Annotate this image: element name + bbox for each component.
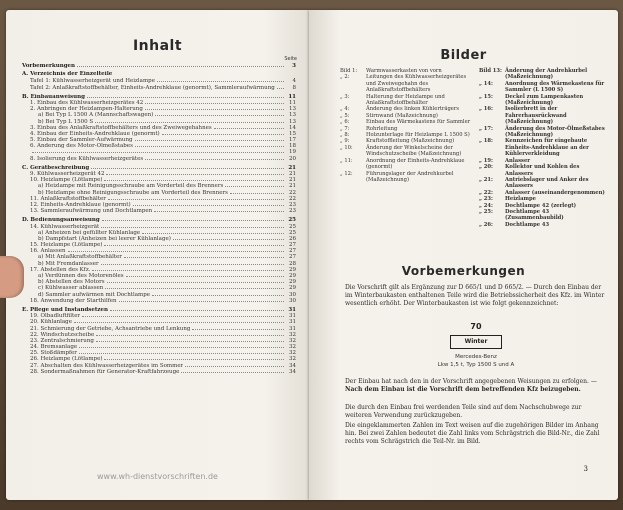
toc-entry-label: A. Verzeichnis der Einzelteile [22,71,113,78]
toc-page-column-label: Seite [284,56,297,62]
toc-leader-dots [145,99,284,104]
toc-leader-dots [77,62,284,67]
figure-number: „ 16: [479,106,493,113]
toc-entry-label: 18. Anwendung der Starthilfen [30,297,117,304]
toc-entry-label: 14. Kühlwasserheizgerät [30,223,100,230]
figure-caption: Rohrleitung [366,125,398,132]
figure-caption: Anordnung des Wärmekastens für Sammler (L 1500 S) [505,80,605,94]
toc-leader-dots [192,325,284,330]
figure-caption: Einbau des Wärmekastens für Sammler [366,119,471,126]
toc-entry-label: a) Heizlampe mit Reinigungsschraube am Vorderteil des Brenners [38,183,224,190]
toc-entry-label: 9. Kühlwasserheizgerät 42 [30,171,105,177]
toc-leader-dots [155,111,284,116]
toc-entry-page: 27 [289,242,296,249]
figure-caption: Isolierbrett in der Fahrerhausrückwand (Maßzeichnung) [505,106,567,126]
figure-number: „ 19: [479,157,493,164]
figure-number: „ 6: [340,119,350,126]
figure-caption: Änderung des linken Kühlerträgers [366,106,460,113]
toc-leader-dots [91,164,284,169]
toc-leader-dots [181,368,284,373]
toc-leader-dots [101,223,284,228]
toc-entry-page: 20 [289,155,296,162]
toc-entry-label: 4. Einbau der Einheits-Andrehklaue (genormt) [30,130,160,137]
toc-entry-label: a) Verdünnen des Motorenöles [38,273,124,279]
toc-entry-label: 21. Schmierung der Getriebe, Achsantriebe und Lenkung [30,325,191,332]
toc-leader-dots [162,130,284,135]
winter-box: Winter [450,335,502,349]
figure-list-left [340,68,474,183]
figure-number: „ 2: [340,74,350,81]
figure-caption: Änderung des Motor-Ölmeßstabes (Maßzeichnung) [505,125,605,139]
toc-leader-dots [157,77,284,82]
toc-entry-page: 25 [288,217,296,224]
toc-entry-page: 32 [289,350,296,357]
toc-entry-page: 29 [289,285,296,292]
toc-entry-label: 6. Änderung des Motor-Ölmeßstabes [30,143,133,150]
figure-caption: Leitungen des Kühlwasserheizgerätes und Zweiwegehahn des Anlaßkraftstoffbehälters [366,74,467,94]
vorbemerkungen-title: Vorbemerkungen [401,264,526,278]
toc-entry-label: 8. Isolierung des Kühlwasserheizgerätes [30,155,144,162]
figure-entry [479,68,607,81]
figure-number: „ 23: [479,196,493,203]
figure-caption: Halterung der Heizlampe und Anlaßkraftstoffbehälter [366,93,445,107]
figure-entry [340,145,474,158]
toc-entry-page: 13 [289,118,296,125]
figure-entry [479,209,607,222]
toc-entry-label: b) Abstellen des Motors [38,279,105,286]
toc-entry-page: 32 [289,337,296,344]
toc-entry-page: 25 [289,223,296,230]
installation-bold-text: Nach dem Einbau ist die Vorschrift dem betreffenden Kfz beizugeben. [345,386,581,393]
installation-paragraph [345,378,607,394]
figure-caption: Anordnung der Einheits-Andrehklaue (genormt) [366,157,465,171]
toc-entry-label: 2. Anbringen der Heizlampen-Halterung [30,106,143,113]
toc-leader-dots [277,84,284,89]
toc-entry-page: 30 [289,291,296,298]
toc-leader-dots [214,124,284,129]
figure-caption: Dochtlampe 42 (zerlegt) [505,202,577,209]
intro-paragraph: Die Vorschrift gilt als Ergänzung zur D 665/1 und D 665/2. — Durch den Einbau der im Winterbaukasten enthaltenen Teile wird die Betriebssicherheit des Kfz. im Winter wesentlich erhöht. Der Winterbaukasten ist wie folgt gekennzeichnet: [345,284,605,307]
toc-entry-label: 15. Heizlampe (Lötlampe) [30,242,103,249]
toc-entry-page: 31 [288,306,296,313]
toc-entry-page: 32 [289,331,296,338]
toc-entry-page: 22 [289,195,296,202]
figure-caption: Kollektor und Kohlen des Anlassers [505,164,580,177]
figure-number: „ 12: [340,170,353,177]
toc-leader-dots [74,318,284,323]
toc-leader-dots [32,148,284,153]
toc-entry-label: 23. Zentralschmierung [30,337,94,344]
toc-entry-label: 5. Einbau der Sammler-Aufwärmung [30,137,133,144]
figure-number: „ 5: [340,112,350,119]
toc-leader-dots [95,118,284,123]
toc-leader-dots [79,343,284,348]
toc-entry-label: Tafel 1: Kühlwasserheizgerät und Heizlampe [30,78,155,85]
toc-entry-label: C. Gerätbeschreibung [22,164,90,171]
toc-leader-dots [106,170,284,175]
toc-entry-label: d) Sammler aufwärmen mit Dochtlampe [38,291,151,298]
page-number: 3 [583,465,588,473]
winter-kit-label [345,322,607,369]
figure-number: „ 14: [479,80,493,87]
toc-entry-label: 3. Einbau des Anlaßkraftstoffbehälters und des Zweiwegehahnes [30,124,212,131]
figure-number: „ 10: [340,144,353,151]
toc-entry-label: 1. Einbau des Kühlwasserheizgerätes 42 [30,99,144,106]
figure-entry [479,222,607,228]
toc-leader-dots [104,355,284,360]
toc-entry-page: 21 [288,164,296,171]
figure-caption: Änderung der Winkelscheine der Windschutzscheibe (Maßzeichnung) [366,144,462,158]
toc-leader-dots [154,207,284,212]
toc-entry-page: 23 [289,201,296,208]
toc-leader-dots [126,272,284,277]
thumb [0,256,24,298]
toc-entry-label: 13. Sammleraufwärmung und Dochtlampen [30,208,153,215]
kit-number: 70 [470,322,482,331]
figure-entry [479,126,607,139]
toc-leader-dots [102,216,284,221]
toc-entry-page: 34 [289,362,296,369]
toc-entry-page: 26 [289,235,296,242]
toc-entry-label: 17. Abstellen des Kfz. [30,266,91,273]
right-page [309,10,618,500]
toc-leader-dots [110,306,284,311]
toc-leader-dots [225,182,284,187]
figure-entry [340,171,474,184]
toc-leader-dots [108,195,284,200]
figure-entry [479,81,607,94]
figure-caption: Deckel zum Lampenkasten (Maßzeichnung) [505,93,584,107]
toc-entry-label: 10. Heizlampe (Lötlampe) [30,177,103,184]
toc-entry-page: 32 [289,344,296,351]
toc-entry-page: 29 [289,273,296,279]
figure-entry [479,177,607,190]
figure-number: „ 4: [340,106,350,113]
toc-entry-page: 17 [289,137,296,144]
toc-entry-page: 30 [289,297,296,304]
toc-entry-page: 22 [289,189,296,196]
toc-leader-dots [96,331,284,336]
toc-entry-label: c) Kühlwasser ablassen [38,285,104,292]
figure-entry [340,74,474,93]
toc-entry-label: 24. Bremsanlage [30,344,78,351]
toc-leader-dots [105,284,284,289]
toc-entry [22,368,296,374]
figure-caption: Dochtlampe 43 [505,221,550,228]
toc-leader-dots [135,136,284,141]
bilder-title: Bilder [440,48,487,63]
toc-entry-page: 31 [289,319,296,326]
toc-entry-page: 31 [289,313,296,320]
figure-entry [479,94,607,107]
toc-leader-dots [185,362,284,367]
figure-number: „ 20: [479,164,493,171]
toc-list [22,62,296,374]
figure-number: „ 11: [340,157,353,164]
figure-caption: Kraftstoffleitung (Maßzeichnung) [366,138,455,145]
figure-number: „ 3: [340,93,350,100]
toc-entry-page: 29 [289,279,296,286]
figure-number: „ 7: [340,125,350,132]
toc-entry-label: 28. Sondermaßnahmen für Generator-Kraftfahrzeuge [30,368,180,375]
figure-number: Bild 1: [340,68,358,74]
figure-entry [479,106,607,125]
figure-caption: Anlasser [505,157,531,164]
figure-number: „ 9: [340,138,350,145]
figure-entry [340,158,474,171]
toc-entry-label: 26. Heizlampe (Lötlampe) [30,356,103,363]
toc-leader-dots [96,337,284,342]
figure-list-right [479,68,607,228]
toc-entry-page: 32 [289,356,296,363]
figure-number: „ 17: [479,125,493,132]
figure-caption: Änderung der Andrehkurbel (Maßzeichnung) [505,68,588,81]
watermark-url: www.wh-dienstvorschriften.de [97,472,218,481]
open-booklet [6,10,618,500]
figure-caption: Dochtlampe 43 (Zusammenbaubild) [505,208,564,222]
toc-entry-page: 27 [289,248,296,255]
toc-entry-page: 19 [289,149,296,156]
figure-number: „ 18: [479,138,493,145]
toc-leader-dots [142,229,284,234]
figure-number: „ 22: [479,189,493,196]
toc-entry-page: 21 [289,171,296,177]
toc-leader-dots [152,291,284,296]
toc-entry-page: 31 [289,325,296,332]
toc-entry-label: b) Dampfstart (Anheizen bei leerer Kühlanlage) [38,235,171,242]
toc-entry-page: 21 [289,177,296,184]
figure-caption: Kennzeichen für eingebaute Einheits-Andrehklaue an der Kühlerverkleidung [505,138,589,158]
kit-vehicle: Lkw 1,5 t, Typ 1500 S und A [437,362,515,368]
toc-entry-page: 23 [289,208,296,215]
toc-entry [22,84,296,90]
toc-entry-label: D. Bedienungsanweisung [22,217,100,224]
toc-title: Inhalt [132,38,183,54]
toc-leader-dots [119,297,284,302]
toc-entry-page: 21 [289,183,296,190]
figure-number: „ 15: [479,93,493,100]
kit-maker: Mercedes-Benz [455,354,497,360]
toc-leader-dots [104,241,284,246]
toc-leader-dots [79,349,284,354]
figure-reference-paragraph: Die eingeklammerten Zahlen im Text weisen auf die zugehörigen Bilder im Anhang hin. Bei zwei Zahlen bedeutet die Zahl links vom Schrägstrich die Bild-Nr., die Zahl rechts vom Schrägstrich die Teil-Nr. im Bild. [345,422,600,445]
figure-number: „ 26: [479,221,493,228]
toc-entry-label: b) Heizlampe ohne Reinigungsschraube am Vorderteil des Brenners [38,189,228,196]
toc-entry-page: 27 [289,254,296,261]
toc-entry-page: 28 [289,260,296,267]
toc-entry-page: 15 [289,130,296,137]
toc-leader-dots [107,278,284,283]
toc-entry-label: a) Mit Anlaßkraftstoffbehälter [38,254,122,261]
toc-entry-page: 11 [289,99,296,106]
figure-caption: Führungslager der Andrehkurbel (Maßzeichnung) [366,170,454,183]
toc-entry-label: 25. Stoßdämpfer [30,350,77,357]
toc-entry-label: B. Einbauanweisung [22,93,85,100]
toc-entry-label: 20. Kühlanlage [30,319,72,326]
figure-caption: Warmwasserkasten von vorn [366,68,442,74]
toc-entry-label: a) Bei Typ L 1500 A (Mannschaftswagen) [38,112,154,119]
toc-entry-label: 12. Einheits-Andrehklaue (genormt) [30,201,131,208]
toc-entry-label: Tafel 2: Anlaßkraftstoffbehälter, Einheits-Andrehklaue (genormt), Sammleraufwärmung [30,84,275,91]
toc-leader-dots [124,253,284,258]
toc-leader-dots [101,260,284,265]
toc-entry-label: Vorbemerkungen [22,63,76,69]
figure-caption: Heizlampe [505,196,536,203]
toc-entry-page: 18 [289,143,296,150]
toc-entry-page: 13 [289,106,296,113]
toc-leader-dots [230,189,284,194]
toc-entry-page: 29 [289,266,296,273]
toc-entry-label: E. Pflege und Instandsetzen [22,306,109,313]
figure-number: „ 24: [479,202,493,209]
toc-entry-page: 34 [289,368,296,375]
figure-entry [479,138,607,157]
toc-entry-label: b) Bei Typ L 1500 S [38,118,94,125]
figure-caption: Stirnwand (Maßzeichnung) [366,112,438,119]
figure-number: „ 25: [479,208,493,215]
toc-entry-page: 25 [289,229,296,236]
toc-leader-dots [135,142,284,147]
figure-caption: Antriebslager und Anker des Anlassers [505,176,589,190]
toc-entry-page: 3 [292,63,296,69]
toc-entry-label: 22. Windschutzscheibe [30,331,95,338]
toc-leader-dots [68,247,285,252]
toc-leader-dots [145,105,284,110]
toc-entry-page: 13 [289,112,296,119]
figure-caption: Anlasser (auseinandergenommen) [505,189,605,196]
toc-entry-page: 14 [289,124,296,131]
figure-entry [340,94,474,107]
toc-leader-dots [133,201,284,206]
toc-leader-dots [82,312,284,317]
toc-entry-label: b) Mit Fremdanlasser [38,260,99,267]
toc-entry-label: 27. Abschalten des Kühlwasserheizgerätes im Sommer [30,362,184,369]
toc-entry-page: 4 [292,78,296,85]
toc-leader-dots [104,176,284,181]
installation-text: Der Einbau hat nach den in der Vorschrift angegebenen Weisungen zu erfolgen. — [345,378,597,385]
figure-entry [479,164,607,177]
left-page [6,10,309,500]
figure-number: „ 8: [340,132,350,139]
toc-entry-page: 11 [288,93,296,100]
toc-entry-label: a) Anheizen bei gefüllter Kühlanlage [38,229,141,236]
toc-leader-dots [173,235,284,240]
toc-leader-dots [92,266,284,271]
figure-caption: Holzunterlage für Heizlampe L 1500 S) [366,132,470,139]
figure-number: Bild 13: [479,68,502,74]
toc-entry-label: 11. Anlaßkraftstoffbehälter [30,195,106,202]
toc-leader-dots [87,93,284,98]
toc-entry-page: 8 [292,84,296,91]
toc-leader-dots [145,155,284,160]
figure-number: „ 21: [479,176,493,183]
toc-entry-label: 16. Anlassen [30,248,66,255]
returned-parts-paragraph: Die durch den Einbau frei werdenden Teile sind auf dem Nachschubwege zur weiteren Verwendung zurückzugeben. [345,404,582,419]
toc-entry-label: 19. Ölbadluftfilter [30,313,81,320]
